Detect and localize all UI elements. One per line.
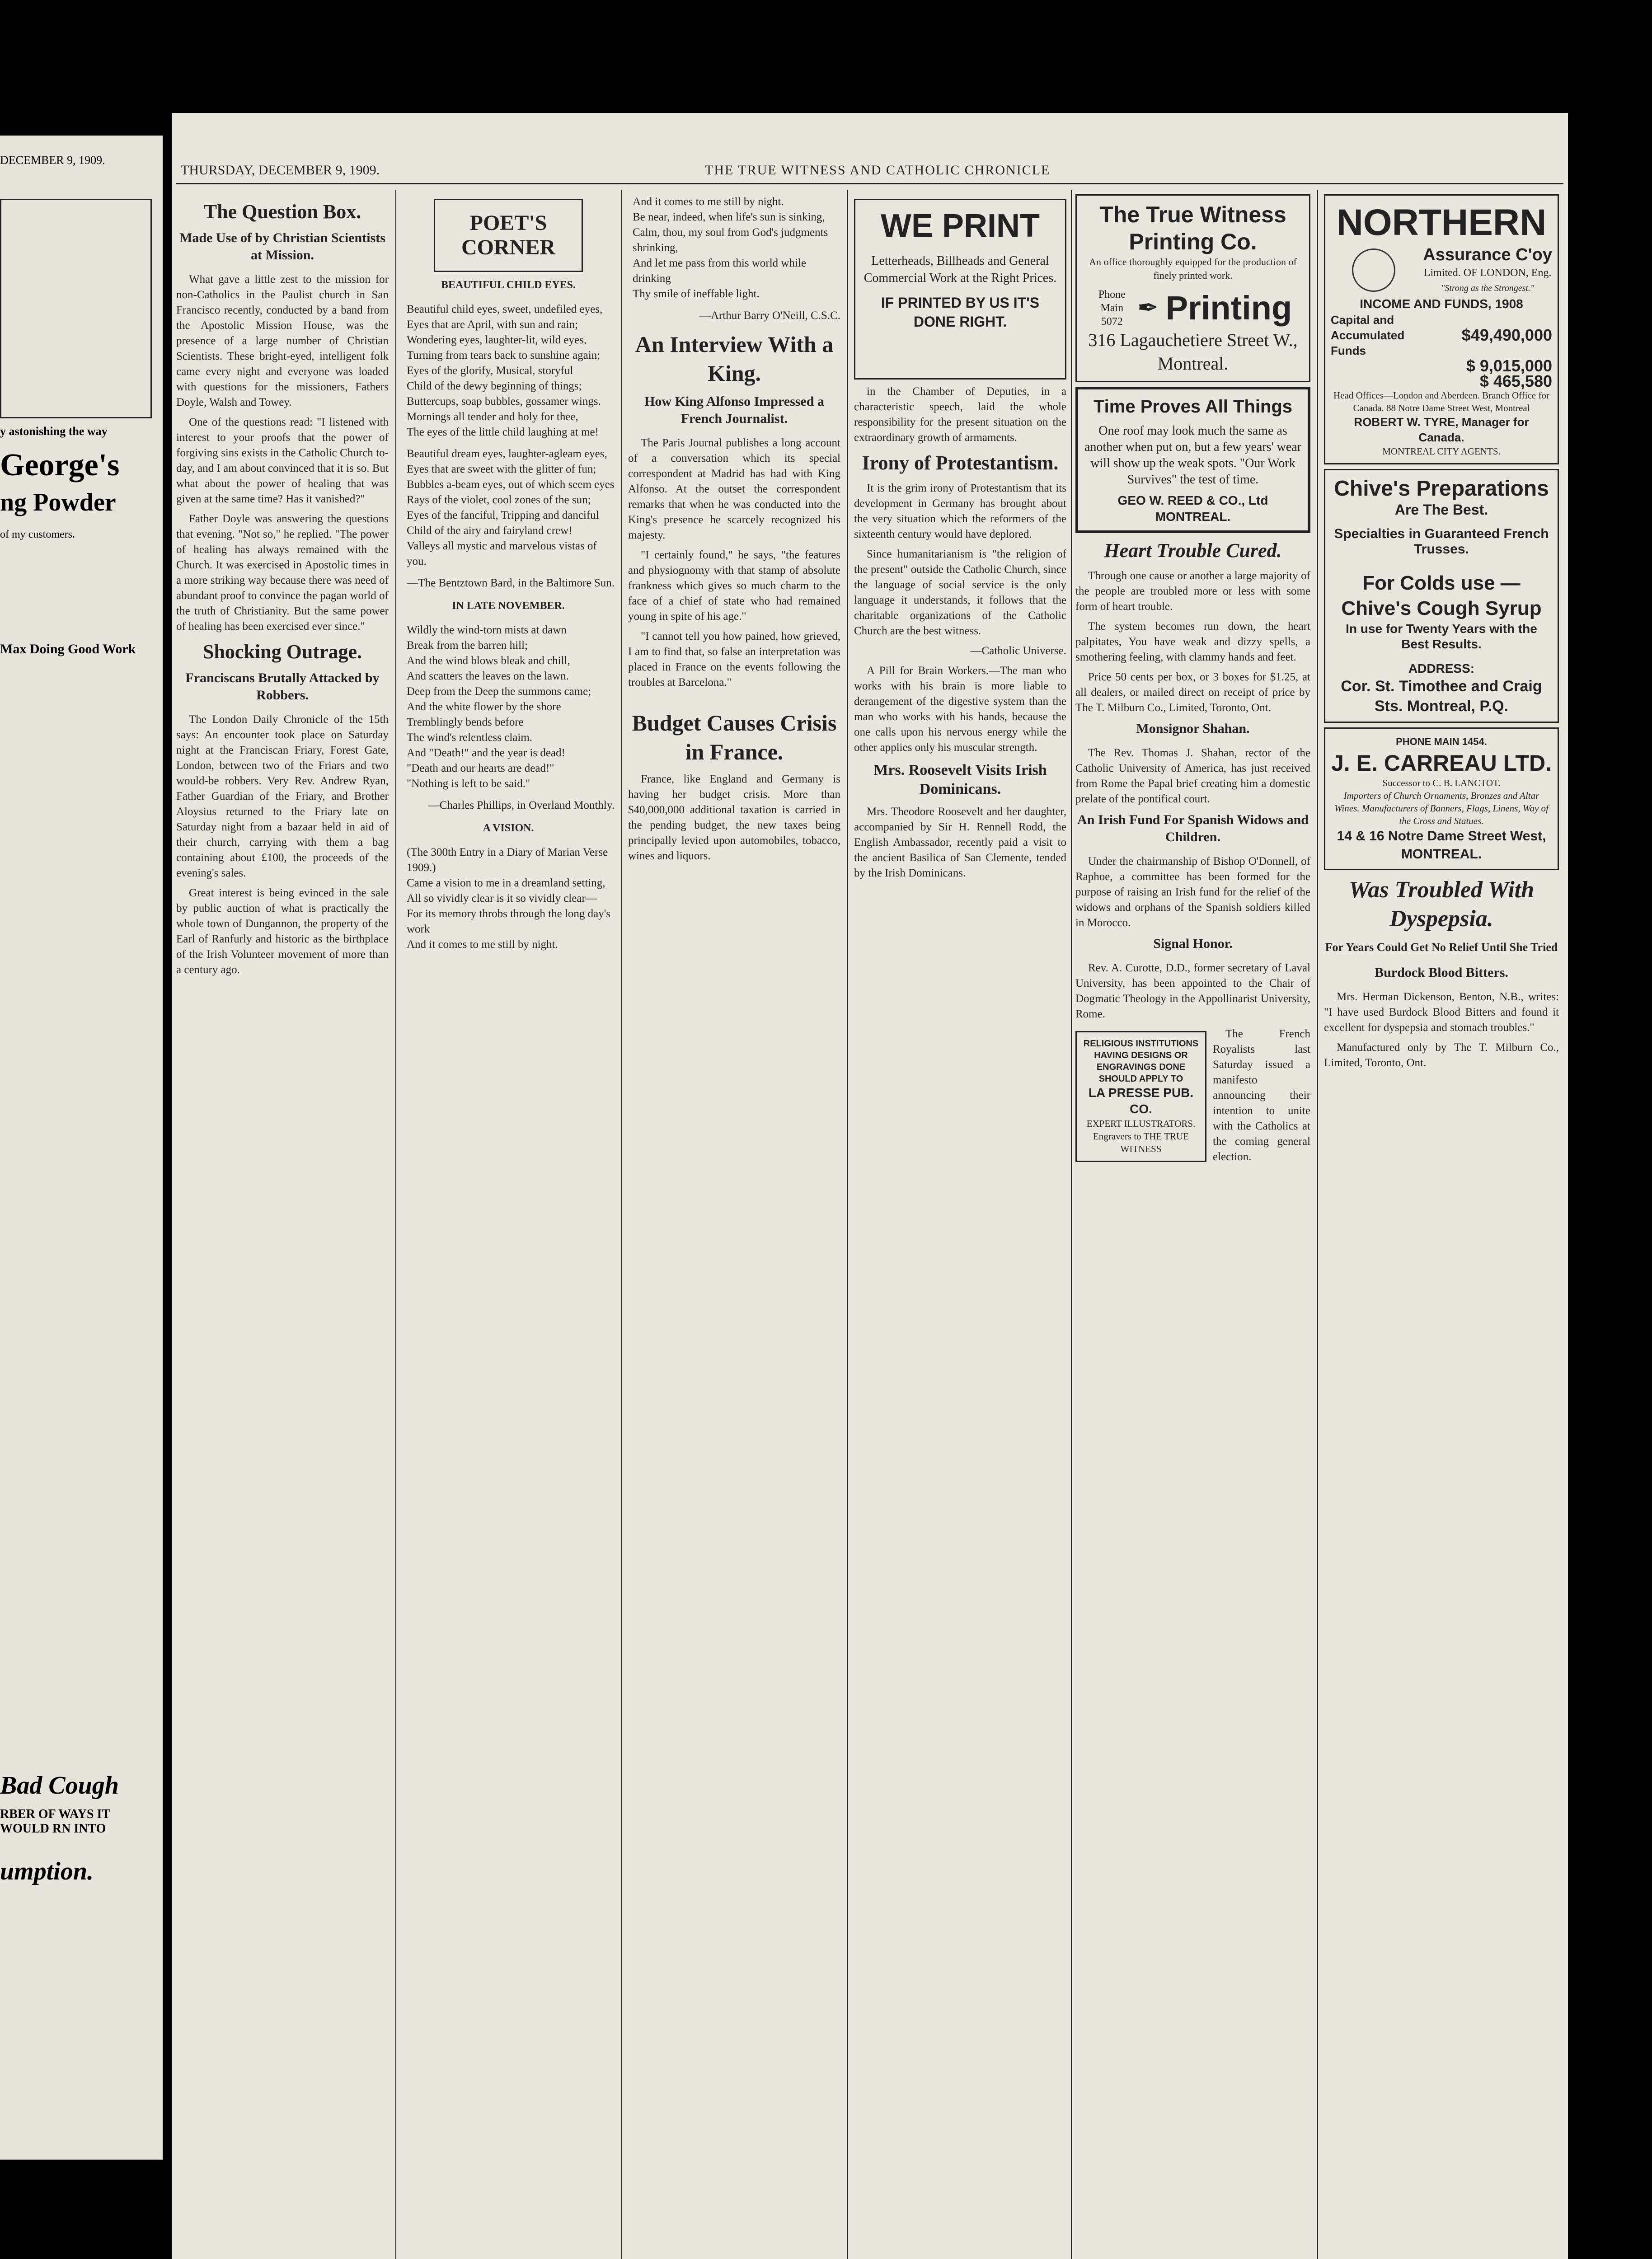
la-presse-ad — [1075, 1031, 1206, 1162]
strip-cartoon — [0, 199, 152, 418]
column-rule — [621, 190, 622, 2259]
time-proves-body: One roof may look much the same as another when put on, but a few years' wear will show up the weak spots. "Our Work Survives" the test of time. — [1084, 424, 1302, 487]
paragraph: Mrs. Theodore Roosevelt and her daughter, accompanied by Sir H. Rennell Rodd, the English Ambassador, recently paid a visit to the ancient Basilica of San Clemente, tended by the Irish Dominicans. — [854, 806, 1066, 879]
column-1 — [176, 194, 389, 2259]
column-rule — [1071, 190, 1072, 2259]
headline-heart-trouble: Heart Trouble Cured. — [1104, 539, 1282, 562]
chive-title: Chive's Preparations — [1334, 477, 1549, 501]
poem-text: (The 300th Entry in a Diary of Marian Verse 1909.) Came a vision to me in a dreamland setting, All so vividly clear is it so vividly clear— For its memory throbs through the long day's work And it comes to me still by night. — [407, 846, 611, 951]
paragraph: Under the chairmanship of Bishop O'Donnell, of Raphoe, a committee has been formed for the purpose of raising an Irish fund for the relief of the widows and orphans of the Spanish soldiers killed in Morocco. — [1075, 855, 1310, 929]
subhead-question-box: Made Use of by Christian Scientists at Mission. — [179, 230, 385, 262]
poem-text: Wildly the wind-torn mists at dawn Break from the barren hill; And the wind blows bleak and chill, And scatters the leaves on the lawn. Deep from the Deep the summons came; And the white flower by the shore Tremblingly bends before The wind's relentless claim. And "Death!" and the year is dead! "Death and our hearts are dead!" "Nothing is left to be said." — [407, 624, 591, 790]
strip-ad3-head: Bad Cough — [0, 1772, 119, 1800]
we-print-foot: IF PRINTED BY US IT'S DONE RIGHT. — [881, 295, 1040, 330]
printing-company-ad — [1075, 194, 1310, 382]
paragraph: The Paris Journal publishes a long account of a conversation which its special correspondent at Madrid has had with King Alfonso. At the outset the correspondent remarks that when he was conducted into the King's presence he scarcely recognized his majesty. — [628, 437, 840, 541]
la-presse-foot: EXPERT ILLUSTRATORS. Engravers to THE TRUE WITNESS — [1086, 1118, 1196, 1154]
carreau-body: Importers of Church Ornaments, Bronzes and Altar Wines. Manufacturers of Banners, Flags, Linens, Way of the Cross and Statues. — [1334, 790, 1549, 826]
column-rule — [847, 190, 848, 2259]
masthead-rule — [176, 183, 1563, 184]
strip-ad-line: y astonishing the way — [0, 425, 108, 438]
column-5 — [1075, 194, 1310, 2259]
strip-ad-brand2: ng Powder — [0, 488, 116, 516]
poem-text: Beautiful dream eyes, laughter-agleam eyes, Eyes that are sweet with the glitter of fun; Bubbles a-beam eyes, out of which seem eyes Rays of the violet, cool zones of the sun; Eyes of the fanciful, Tripping and danciful Child of the airy and fairyland crew! Valleys all mystic and marvelous vistas of you. — [407, 448, 615, 567]
paragraph: Father Doyle was answering the questions that evening. "Not so," he replied. "The power of healing has always remained with the Church. It was exercised in Apostolic times in a more striking way because there was need of abundant proof to convince the pagan world of the truth of Christianity. But the same power of healing has been exercised ever since." — [176, 513, 389, 633]
headline-poets-corner: POET'S CORNER — [461, 211, 555, 259]
carreau-title: J. E. CARREAU LTD. — [1331, 750, 1552, 776]
northern-agents: MONTREAL CITY AGENTS. — [1382, 446, 1501, 457]
paragraph: The French Royalists last Saturday issued a manifesto announcing their intention to unite with the Catholics at the coming general election. — [1213, 1028, 1310, 1163]
we-print-ad — [854, 199, 1066, 380]
paragraph: What gave a little zest to the mission for non-Catholics in the Paulist church in San Francisco recently, conducted by a band from the Apostolic Mission House, was the presence of a large number of Christian Scientists. These bright-eyed, intelligent folk came every night and everyone was loaded with questions for the missioners, Fathers Doyle, Walsh and Towey. — [176, 273, 389, 408]
poets-corner-box — [434, 199, 583, 272]
carreau-sub: Successor to C. B. LANCTOT. — [1382, 778, 1501, 788]
quill-icon: ✒ — [1137, 294, 1159, 322]
northern-assurance-ad — [1324, 194, 1559, 464]
headline-monsignor: Monsignor Shahan. — [1136, 721, 1250, 736]
paragraph: One of the questions read: "I listened with interest to your proofs that the power of forgiving sins exists in the Catholic Church to-day, and I am about convinced that it is so. But what about the power of healing that was given at the same time? Has it vanished?" — [176, 416, 389, 505]
headline-question-box: The Question Box. — [203, 201, 361, 223]
headline-roosevelt: Mrs. Roosevelt Visits Irish Dominicans. — [873, 762, 1047, 797]
northern-value-3: $ 465,580 — [1479, 372, 1552, 390]
strip-ad-quote: of my customers. — [0, 529, 75, 540]
paragraph: Since humanitarianism is "the religion of the present" outside the Catholic Church, since the language of social service is the only language it understands, it follows that the charitable organizations of the Catholic Church are the best witness. — [854, 548, 1066, 637]
carreau-phone: PHONE MAIN 1454. — [1396, 736, 1487, 747]
la-presse-title: RELIGIOUS INSTITUTIONS HAVING DESIGNS OR ENGRAVINGS DONE SHOULD APPLY TO — [1083, 1039, 1199, 1084]
paragraph: A Pill for Brain Workers.—The man who works with his brain is more liable to derangement of the digestive system than the man who works with his hands, because the one calls upon his nervous energy while the other applies only his muscular strength. — [854, 665, 1066, 754]
newspaper-page — [172, 113, 1568, 2259]
poem-title: IN LATE NOVEMBER. — [452, 600, 565, 612]
headline-budget-crisis: Budget Causes Crisis in France. — [632, 710, 837, 764]
paragraph: It is the grim irony of Protestantism that its development in Germany has brought about the very situation which the reformers of the sixteenth century would have deplored. — [854, 482, 1066, 540]
paragraph: The Rev. Thomas J. Shahan, rector of the Catholic University of America, has just received from Rome the Papal brief creating him a domestic prelate of the pontifical court. — [1075, 747, 1310, 805]
northern-income: INCOME AND FUNDS, 1908 — [1360, 297, 1523, 311]
strip-ad-brand: George's — [0, 448, 120, 483]
column-4 — [854, 194, 1066, 2259]
seal-icon — [1352, 248, 1395, 292]
poem-text: Beautiful child eyes, sweet, undefiled eyes, Eyes that are April, with sun and rain; Wondering eyes, laughter-lit, wild eyes, Turning from tears back to sunshine again; Eyes of the glorify, Musical, storyful Child of the dewy beginning of things; Buttercups, soap bubbles, gossamer wings. Mornings all tender and holy for thee, The eyes of the little child laughing at me! — [407, 303, 603, 438]
chive-cough-sub: In use for Twenty Years with the Best Results. — [1346, 622, 1537, 651]
strip-heading: Max Doing Good Work — [0, 642, 136, 656]
subhead-alfonso: How King Alfonso Impressed a French Journalist. — [644, 394, 824, 426]
northern-title: NORTHERN — [1336, 202, 1547, 243]
printing-word: Printing — [1165, 289, 1292, 327]
printing-company-sub: An office thoroughly equipped for the production of finely printed work. — [1089, 256, 1297, 281]
paragraph: in the Chamber of Deputies, in a characteristic speech, laid the whole responsibility for the present situation on the extraordinary growth of armaments. — [854, 385, 1066, 444]
paragraph: Price 50 cents per box, or 3 boxes for $1.25, at all dealers, or mailed direct on receipt of price by The T. Milburn Co., Limited, Toronto, Ont. — [1075, 671, 1310, 714]
northern-sub2: Limited. OF LONDON, Eng. — [1423, 267, 1552, 279]
headline-shocking-outrage: Shocking Outrage. — [202, 641, 362, 663]
column-6 — [1324, 194, 1559, 2259]
printing-company-title: The True Witness Printing Co. — [1099, 202, 1286, 254]
northern-motto: "Strong as the Strongest." — [1441, 283, 1535, 293]
column-2 — [402, 194, 615, 2259]
chive-line: Specialties in Guaranteed French Trusses. — [1334, 526, 1549, 557]
northern-value-2: $ 9,015,000 — [1466, 356, 1552, 375]
masthead-date: THURSDAY, DECEMBER 9, 1909. — [181, 163, 380, 178]
headline-interview-king: An Interview With a King. — [635, 332, 834, 386]
article-credit: —Catholic Universe. — [970, 645, 1066, 657]
chive-sub: Are The Best. — [1394, 501, 1488, 518]
poem-credit: —Arthur Barry O'Neill, C.S.C. — [699, 309, 840, 322]
paragraph: Through one cause or another a large majority of the people are troubled more or less with some form of heart trouble. — [1075, 570, 1310, 613]
dyspepsia-sub: For Years Could Get No Relief Until She Tried — [1325, 941, 1558, 954]
we-print-title: WE PRINT — [881, 208, 1040, 244]
carreau-address: 14 & 16 Notre Dame Street West, MONTREAL. — [1337, 829, 1546, 862]
chive-preparations-ad — [1324, 469, 1559, 723]
northern-capital-label: Capital and Accumulated Funds — [1331, 313, 1405, 357]
paragraph: Great interest is being evinced in the sale by public auction of what is practically the whole town of Dungannon, the property of the Earl of Ranfurly and historic as the birthplace of the Irish Volunteer movement of more than a century ago. — [176, 887, 389, 976]
printing-address: 316 Lagauchetiere Street W., Montreal. — [1088, 330, 1298, 374]
poem-credit: —The Bentztown Bard, in the Baltimore Sun. — [407, 577, 615, 589]
chive-address: Cor. St. Timothee and Craig Sts. Montreal, P.Q. — [1341, 678, 1542, 715]
column-3 — [628, 194, 840, 2259]
paragraph: "I certainly found," he says, "the features and physiognomy with that stamp of absolute frankness which gives so much charm to the face of a chief of state who had remained young in spite of his age." — [628, 549, 840, 623]
paragraph: Mrs. Herman Dickenson, Benton, N.B., writes: "I have used Burdock Blood Bitters and found it excellent for dyspepsia and stomach troubles." — [1324, 991, 1559, 1034]
paragraph: Manufactured only by The T. Milburn Co., Limited, Toronto, Ont. — [1324, 1041, 1559, 1069]
strip-ad3-sub: RBER OF WAYS IT WOULD RN INTO — [0, 1807, 110, 1836]
paragraph: "I cannot tell you how pained, how grieved, I am to find that, so false an interpretation was placed in France on the events following the troubles at Barcelona." — [628, 630, 840, 689]
time-proves-ad — [1075, 387, 1310, 533]
dyspepsia-headline: Was Troubled With Dyspepsia. — [1348, 877, 1535, 932]
poem-text: And it comes to me still by night. Be near, indeed, when life's sun is sinking, Calm, thou, my soul from God's judgments shrinking, And let me pass from this world while drinking Thy smile of ineffable light. — [633, 196, 828, 300]
strip-ad3-word: umption. — [0, 1857, 94, 1885]
subhead-franciscans: Franciscans Brutally Attacked by Robbers. — [185, 670, 380, 703]
poem-title: A VISION. — [483, 822, 534, 834]
chive-address-head: ADDRESS: — [1408, 661, 1475, 675]
paragraph: The system becomes run down, the heart palpitates, You have weak and dizzy spells, a smothering feeling, with clammy hands and feet. — [1075, 620, 1310, 663]
we-print-body: Letterheads, Billheads and General Commercial Work at the Right Prices. — [864, 254, 1057, 285]
northern-office: Head Offices—London and Aberdeen. Branch Office for Canada. 88 Notre Dame Street West, Montreal — [1333, 390, 1549, 413]
time-proves-title: Time Proves All Things — [1093, 397, 1293, 417]
la-presse-name: LA PRESSE PUB. CO. — [1088, 1086, 1194, 1116]
printing-phone: Phone Main 5072 — [1098, 289, 1126, 328]
headline-signal-honor: Signal Honor. — [1153, 936, 1233, 951]
northern-manager: ROBERT W. TYRE, Manager for Canada. — [1354, 415, 1529, 444]
headline-irony-protestantism: Irony of Protestantism. — [862, 452, 1059, 474]
chive-cough-title: For Colds use — Chive's Cough Syrup — [1341, 572, 1542, 619]
dyspepsia-brand: Burdock Blood Bitters. — [1375, 965, 1508, 980]
paragraph: France, like England and Germany is having her budget crisis. More than $40,000,000 additional taxation is carried in the pending budget, the new taxes being principally levied upon automobiles, tobacco, wines and liquors. — [628, 773, 840, 862]
time-proves-foot: GEO W. REED & CO., Ltd MONTREAL. — [1117, 493, 1268, 524]
headline-irish-fund: An Irish Fund For Spanish Widows and Children. — [1077, 812, 1309, 844]
masthead — [172, 163, 1568, 181]
northern-capital-value: $49,490,000 — [1461, 326, 1552, 344]
strip-date: DECEMBER 9, 1909. — [0, 154, 105, 167]
carreau-ad — [1324, 727, 1559, 870]
masthead-title: THE TRUE WITNESS AND CATHOLIC CHRONICLE — [705, 163, 1051, 178]
northern-sub: Assurance C'oy — [1423, 245, 1552, 264]
poem-credit: —Charles Phillips, in Overland Monthly. — [428, 799, 615, 811]
poem-title: BEAUTIFUL CHILD EYES. — [441, 279, 576, 291]
paragraph: The London Daily Chronicle of the 15th says: An encounter took place on Saturday night at the Franciscan Friary, Forest Gate, London, between two of the Friars and two would-be robbers. Very Rev. Andrew Ryan, Father Guardian of the Friary, and Brother Aloysius returned to the Friary late on Saturday night from a bazaar held in aid of their church, carrying with them a bag containing about £100, the proceeds of the evening's sales. — [176, 713, 389, 879]
column-rule — [1317, 190, 1318, 2259]
column-rule — [395, 190, 396, 2259]
previous-page-strip — [0, 136, 163, 2160]
paragraph: Rev. A. Curotte, D.D., former secretary of Laval University, has been appointed to the Chair of Dogmatic Theology in the Appollinarist University, Rome. — [1075, 962, 1310, 1020]
